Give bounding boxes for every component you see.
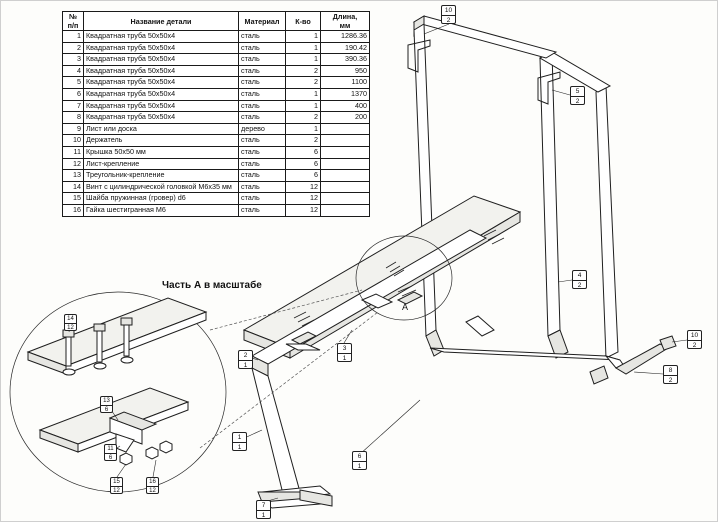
table-row (63, 112, 370, 124)
detail-marker-letter: A (402, 302, 409, 312)
callout-part-number: 14 (65, 315, 76, 324)
cell-number: 16 (63, 204, 84, 216)
header-number-line2: п/п (67, 21, 79, 30)
cell-part-name: Шайба пружинная (гровер) d6 (84, 193, 239, 205)
cell-length (321, 193, 370, 205)
cell-length: 950 (321, 65, 370, 77)
cell-part-name: Лист или доска (84, 123, 239, 135)
cell-quantity: 1 (286, 123, 321, 135)
callout-8-2 (663, 365, 678, 384)
table-row (63, 77, 370, 89)
cell-material: сталь (239, 100, 286, 112)
callout-part-number: 11 (105, 445, 116, 454)
cell-number: 14 (63, 181, 84, 193)
cell-material: сталь (239, 204, 286, 216)
callout-quantity: 12 (149, 488, 156, 494)
table-row (63, 88, 370, 100)
cell-part-name: Треугольник-крепление (84, 170, 239, 182)
header-length (321, 12, 370, 31)
header-length-line1: Длина, (332, 12, 358, 21)
callout-quantity: 12 (113, 488, 120, 494)
table-row (63, 181, 370, 193)
cell-quantity: 1 (286, 42, 321, 54)
callout-15-12 (110, 477, 123, 494)
header-name: Название детали (84, 12, 239, 31)
cell-length (321, 146, 370, 158)
callout-part-number: 1 (233, 433, 246, 443)
cell-part-name: Лист-крепление (84, 158, 239, 170)
cell-quantity: 2 (286, 112, 321, 124)
cell-part-name: Квадратная труба 50х50х4 (84, 42, 239, 54)
cell-material: сталь (239, 31, 286, 43)
callout-2-1 (238, 350, 253, 369)
callout-11-6 (104, 444, 117, 461)
header-material: Материал (239, 12, 286, 31)
table-row (63, 135, 370, 147)
cell-number: 5 (63, 77, 84, 89)
callout-quantity: 1 (357, 463, 362, 470)
cell-part-name: Держатель (84, 135, 239, 147)
cell-part-name: Квадратная труба 50х50х4 (84, 54, 239, 66)
cell-material: сталь (239, 112, 286, 124)
cell-number: 8 (63, 112, 84, 124)
cell-material: сталь (239, 42, 286, 54)
cell-material: сталь (239, 170, 286, 182)
cell-part-name: Квадратная труба 50х50х4 (84, 112, 239, 124)
cell-part-name: Гайка шестигранная М6 (84, 204, 239, 216)
cell-number: 6 (63, 88, 84, 100)
header-number-line1: № (68, 12, 77, 21)
cell-quantity: 1 (286, 88, 321, 100)
callout-14-12 (64, 314, 77, 331)
cell-length (321, 181, 370, 193)
cell-number: 10 (63, 135, 84, 147)
callout-quantity: 6 (108, 455, 113, 461)
cell-part-name: Квадратная труба 50х50х4 (84, 77, 239, 89)
table-header-row (63, 12, 370, 31)
callout-6-1 (352, 451, 367, 470)
cell-quantity: 12 (286, 204, 321, 216)
detail-view-title: Часть А в масштабе (162, 280, 262, 291)
table-row (63, 100, 370, 112)
callout-part-number: 16 (147, 478, 158, 487)
cell-quantity: 2 (286, 77, 321, 89)
callout-part-number: 10 (442, 6, 455, 16)
cell-number: 2 (63, 42, 84, 54)
cell-number: 3 (63, 54, 84, 66)
cell-length (321, 123, 370, 135)
cell-length (321, 135, 370, 147)
cell-part-name: Квадратная труба 50х50х4 (84, 100, 239, 112)
cell-material: сталь (239, 88, 286, 100)
table-row (63, 42, 370, 54)
table-row (63, 123, 370, 135)
cell-material: сталь (239, 135, 286, 147)
cell-part-name: Квадратная труба 50х50х4 (84, 65, 239, 77)
callout-16-12 (146, 477, 159, 494)
table-row (63, 65, 370, 77)
callout-quantity: 6 (104, 407, 109, 413)
callout-part-number: 3 (338, 344, 351, 354)
cell-material: сталь (239, 193, 286, 205)
parts-table (62, 11, 370, 217)
table-row (63, 146, 370, 158)
cell-number: 11 (63, 146, 84, 158)
callout-10-2 (441, 5, 456, 24)
callout-quantity: 1 (342, 355, 347, 362)
cell-length (321, 170, 370, 182)
callout-quantity: 2 (575, 98, 580, 105)
callout-part-number: 10 (688, 331, 701, 341)
cell-material: сталь (239, 146, 286, 158)
cell-quantity: 6 (286, 170, 321, 182)
table-row (63, 31, 370, 43)
callout-part-number: 6 (353, 452, 366, 462)
callout-quantity: 1 (237, 444, 242, 451)
cell-quantity: 6 (286, 158, 321, 170)
cell-number: 12 (63, 158, 84, 170)
cell-part-name: Крышка 50х50 мм (84, 146, 239, 158)
callout-part-number: 15 (111, 478, 122, 487)
header-quantity: К-во (286, 12, 321, 31)
table-row (63, 158, 370, 170)
cell-part-name: Винт с цилиндрической головкой М6х35 мм (84, 181, 239, 193)
table-row (63, 204, 370, 216)
callout-part-number: 8 (664, 366, 677, 376)
callout-quantity: 12 (67, 325, 74, 331)
cell-part-name: Квадратная труба 50х50х4 (84, 31, 239, 43)
callout-quantity: 1 (243, 362, 248, 369)
callout-part-number: 4 (573, 271, 586, 281)
cell-number: 13 (63, 170, 84, 182)
table-row (63, 170, 370, 182)
cell-length: 1286.36 (321, 31, 370, 43)
cell-quantity: 6 (286, 146, 321, 158)
cell-number: 7 (63, 100, 84, 112)
header-number (63, 12, 84, 31)
cell-quantity: 2 (286, 65, 321, 77)
callout-3-1 (337, 343, 352, 362)
cell-quantity: 1 (286, 31, 321, 43)
callout-quantity: 1 (261, 512, 266, 519)
cell-material: сталь (239, 54, 286, 66)
cell-material: сталь (239, 65, 286, 77)
cell-material: сталь (239, 77, 286, 89)
cell-material: сталь (239, 158, 286, 170)
callout-part-number: 2 (239, 351, 252, 361)
callout-part-number: 13 (101, 397, 112, 406)
cell-quantity: 2 (286, 135, 321, 147)
callout-10-2 (687, 330, 702, 349)
cell-number: 4 (63, 65, 84, 77)
cell-quantity: 12 (286, 181, 321, 193)
callout-quantity: 2 (577, 282, 582, 289)
cell-quantity: 1 (286, 100, 321, 112)
table-row (63, 193, 370, 205)
callout-7-1 (256, 500, 271, 519)
callout-1-1 (232, 432, 247, 451)
cell-length: 1370 (321, 88, 370, 100)
cell-length (321, 204, 370, 216)
cell-material: дерево (239, 123, 286, 135)
cell-quantity: 1 (286, 54, 321, 66)
callout-quantity: 2 (668, 377, 673, 384)
cell-number: 9 (63, 123, 84, 135)
callout-quantity: 2 (446, 17, 451, 24)
cell-length (321, 158, 370, 170)
cell-number: 15 (63, 193, 84, 205)
callout-part-number: 5 (571, 87, 584, 97)
cell-part-name: Квадратная труба 50х50х4 (84, 88, 239, 100)
cell-length: 1100 (321, 77, 370, 89)
callout-13-6 (100, 396, 113, 413)
table-row (63, 54, 370, 66)
header-length-line2: мм (339, 21, 351, 30)
callout-quantity: 2 (692, 342, 697, 349)
callout-5-2 (570, 86, 585, 105)
cell-length: 190.42 (321, 42, 370, 54)
callout-4-2 (572, 270, 587, 289)
cell-quantity: 12 (286, 193, 321, 205)
cell-length: 390.36 (321, 54, 370, 66)
cell-material: сталь (239, 181, 286, 193)
cell-length: 200 (321, 112, 370, 124)
callout-part-number: 7 (257, 501, 270, 511)
cell-number: 1 (63, 31, 84, 43)
cell-length: 400 (321, 100, 370, 112)
